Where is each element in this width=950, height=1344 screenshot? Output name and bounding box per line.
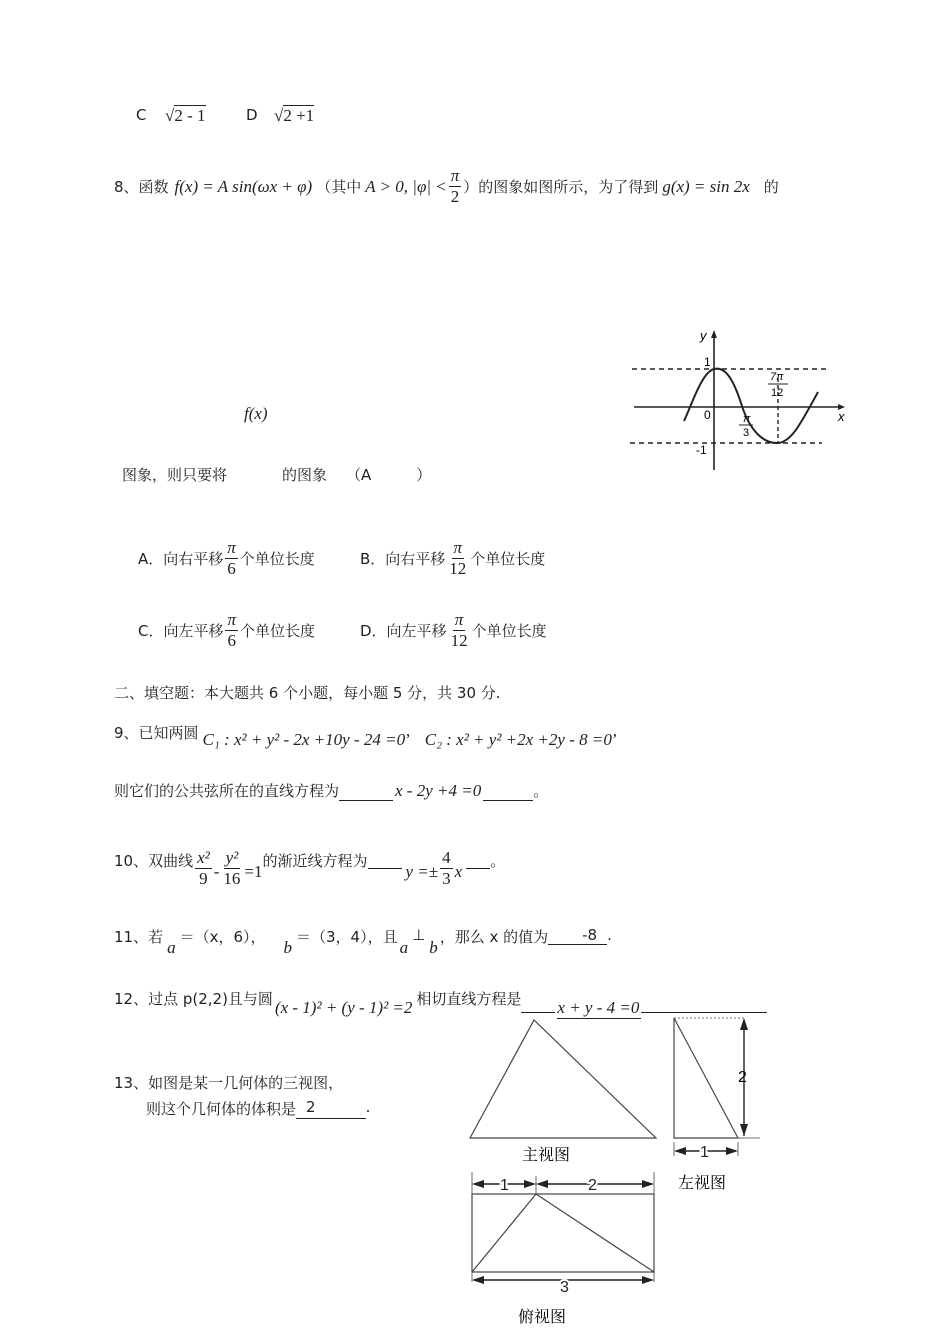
q10-answer-post: x bbox=[454, 862, 463, 881]
graph-tick-b-num: 7π bbox=[770, 371, 784, 383]
q8-option-b-unit: 个单位长度 bbox=[470, 550, 546, 568]
q13-prompt: 则这个几何体的体积是 bbox=[146, 1100, 297, 1118]
q10-frac-2: $\frac{\text{y²}}{16}$ bbox=[223, 848, 241, 888]
top-dim-1-value: 1 bbox=[500, 1177, 509, 1194]
q9-line-1 bbox=[114, 722, 618, 750]
q10-equals: =1 bbox=[244, 862, 263, 881]
arrow-down-icon bbox=[740, 1124, 748, 1136]
arrow-right-icon bbox=[642, 1180, 654, 1188]
graph-neg-one-label: -1 bbox=[696, 443, 707, 457]
q9-period: 。 bbox=[533, 782, 549, 800]
top-dim-3-value: 3 bbox=[560, 1279, 569, 1296]
graph-tick-b-den: 12 bbox=[771, 387, 784, 399]
q8-option-d-fraction: $\frac{\pi}{12}$ bbox=[450, 610, 468, 650]
arrow-left-icon bbox=[472, 1180, 484, 1188]
q7-option-d-expr bbox=[274, 106, 314, 126]
q8-option-d bbox=[360, 610, 547, 651]
q10-period: 。 bbox=[490, 852, 506, 870]
q7-option-c-value: 2 - 1 bbox=[174, 106, 206, 125]
q9-number: 9、已知两圆 bbox=[114, 724, 199, 742]
q11-part-2: ＝（3，4），且 bbox=[296, 928, 398, 946]
q10-frac-1: $\frac{\text{x²}}{9}$ bbox=[197, 848, 210, 888]
section-heading: 二、填空题：本大题共 6 个小题，每小题 5 分，共 30 分. bbox=[114, 684, 501, 702]
top-view-rect bbox=[472, 1194, 654, 1272]
q9-separator: ’ bbox=[405, 730, 411, 749]
sqrt-sign-icon: √ bbox=[165, 106, 175, 125]
arrow-right-icon bbox=[642, 1276, 654, 1284]
q8-option-a-fraction: $\frac{\pi}{6}$ bbox=[227, 538, 236, 578]
q13-three-views bbox=[460, 1010, 780, 1344]
q11-vector-b-2: b bbox=[429, 938, 438, 957]
q11-vector-a: a bbox=[167, 938, 176, 957]
q12-number: 12、过点 p(2,2)且与圆 bbox=[114, 990, 273, 1008]
q8-line-2a: 图象，则只要将 bbox=[122, 466, 228, 484]
q13-line-2 bbox=[146, 1098, 370, 1119]
q10-line bbox=[114, 850, 505, 889]
graph-x-label: x bbox=[838, 409, 845, 424]
q9-circle-2: C₂ : x² + y² +2x +2y - 8 =0 bbox=[424, 730, 612, 749]
front-view-label: 主视图 bbox=[522, 1147, 571, 1164]
q11-part-1: ＝（x，6）， bbox=[179, 928, 266, 946]
q8-option-d-label: D．向左平移 bbox=[360, 622, 447, 640]
side-width-value: 1 bbox=[700, 1144, 709, 1161]
arrow-left-icon bbox=[472, 1276, 484, 1284]
y-axis-arrow-icon bbox=[711, 330, 717, 338]
top-view-label: 俯视图 bbox=[518, 1309, 567, 1326]
arrow-right-icon bbox=[524, 1180, 536, 1188]
q11-vector-b: b bbox=[283, 938, 293, 957]
graph-y-label: y bbox=[700, 328, 707, 343]
q10-answer-pre: y =± bbox=[405, 862, 439, 881]
q12-circle: (x - 1)² + (y - 1)² =2 bbox=[274, 998, 413, 1017]
q9-prompt: 则它们的公共弦所在的直线方程为 bbox=[114, 782, 340, 800]
sqrt-sign-icon: √ bbox=[274, 106, 284, 125]
q11-number: 11、若 bbox=[114, 928, 164, 946]
q10-number: 10、双曲线 bbox=[114, 852, 194, 870]
q8-option-d-unit: 个单位长度 bbox=[471, 622, 547, 640]
q13-answer: 2 bbox=[296, 1098, 366, 1119]
q8-option-c-label: C．向左平移 bbox=[138, 622, 224, 640]
q10-minus: - bbox=[213, 862, 220, 881]
side-view-triangle bbox=[674, 1018, 738, 1138]
q8-number: 8、函数 bbox=[114, 178, 169, 196]
q8-sine-graph bbox=[626, 326, 852, 472]
q9-answer: x - 2y +4 =0 bbox=[395, 781, 482, 800]
q8-option-c-unit: 个单位长度 bbox=[240, 622, 316, 640]
q8-line-2b: 的图象 bbox=[282, 466, 328, 484]
graph-one-label: 1 bbox=[704, 355, 711, 369]
side-height-value: 2 bbox=[738, 1069, 747, 1086]
q11-line bbox=[114, 926, 612, 958]
q8-line-1 bbox=[114, 166, 779, 207]
q8-pi-over-2: $\frac{\pi}{2}$ bbox=[450, 166, 460, 206]
q8-option-a bbox=[138, 538, 315, 579]
arrow-right-icon bbox=[726, 1147, 738, 1155]
q10-text: 的渐近线方程为 bbox=[262, 852, 368, 870]
q9-circle-1: C₁ : x² + y² - 2x +10y - 24 =0 bbox=[202, 730, 406, 749]
top-dim-2-value: 2 bbox=[588, 1177, 597, 1194]
q13-line-1: 13、如图是某一几何体的三视图， bbox=[114, 1074, 344, 1092]
q12-text: 相切直线方程是 bbox=[416, 990, 522, 1008]
side-view-label: 左视图 bbox=[678, 1175, 727, 1192]
q12-answer: x + y - 4 =0 bbox=[557, 998, 640, 1017]
q8-option-c bbox=[138, 610, 315, 651]
graph-origin-label: 0 bbox=[704, 408, 711, 422]
q9-line-2 bbox=[114, 780, 548, 801]
q11-part-3: ，那么 x 的值为 bbox=[439, 928, 549, 946]
q7-option-c-label: C bbox=[136, 106, 147, 124]
sine-curve bbox=[684, 369, 818, 443]
q7-option-c-expr bbox=[165, 106, 206, 126]
arrow-left-icon bbox=[674, 1147, 686, 1155]
q9-end: ’ bbox=[611, 730, 618, 749]
q8-tail: 的 bbox=[763, 178, 779, 196]
q8-option-c-fraction: $\frac{\pi}{6}$ bbox=[227, 610, 237, 650]
arrow-left-icon bbox=[536, 1180, 548, 1188]
q8-option-a-label: A．向右平移 bbox=[138, 550, 224, 568]
q8-fx-label: f(x) bbox=[244, 404, 268, 423]
q8-condition: A > 0, |φ| < bbox=[365, 176, 447, 196]
top-view-diagonals bbox=[472, 1194, 654, 1272]
q7-option-d-label: D bbox=[246, 106, 258, 124]
q8-option-b-fraction: $\frac{\pi}{12}$ bbox=[449, 538, 467, 578]
q8-option-b bbox=[360, 538, 545, 579]
q10-answer-frac: $\frac{4}{3}$ bbox=[442, 848, 451, 888]
q8-condition-open: （其中 bbox=[316, 178, 362, 196]
q13-end: . bbox=[365, 1098, 371, 1116]
q11-vector-a-2: a bbox=[399, 938, 409, 957]
graph-tick-a-num: π bbox=[743, 413, 751, 425]
q8-function: f(x) = A sin(ωx + φ) bbox=[174, 176, 313, 196]
graph-tick-a-den: 3 bbox=[743, 427, 750, 439]
q7-option-d-value: 2 +1 bbox=[283, 106, 315, 125]
q8-option-b-label: B．向右平移 bbox=[360, 550, 446, 568]
q11-end: . bbox=[607, 926, 612, 944]
q8-condition-close: ）的图象如图所示，为了得到 bbox=[463, 178, 659, 196]
q8-answer: （A ） bbox=[346, 466, 432, 484]
q11-perp: ⊥ bbox=[412, 926, 426, 944]
q8-target-function: g(x) = sin 2x bbox=[662, 176, 750, 196]
q11-answer: -8 bbox=[548, 926, 607, 945]
q8-option-a-unit: 个单位长度 bbox=[239, 550, 315, 568]
arrow-up-icon bbox=[740, 1018, 748, 1030]
front-view-triangle bbox=[470, 1020, 656, 1138]
